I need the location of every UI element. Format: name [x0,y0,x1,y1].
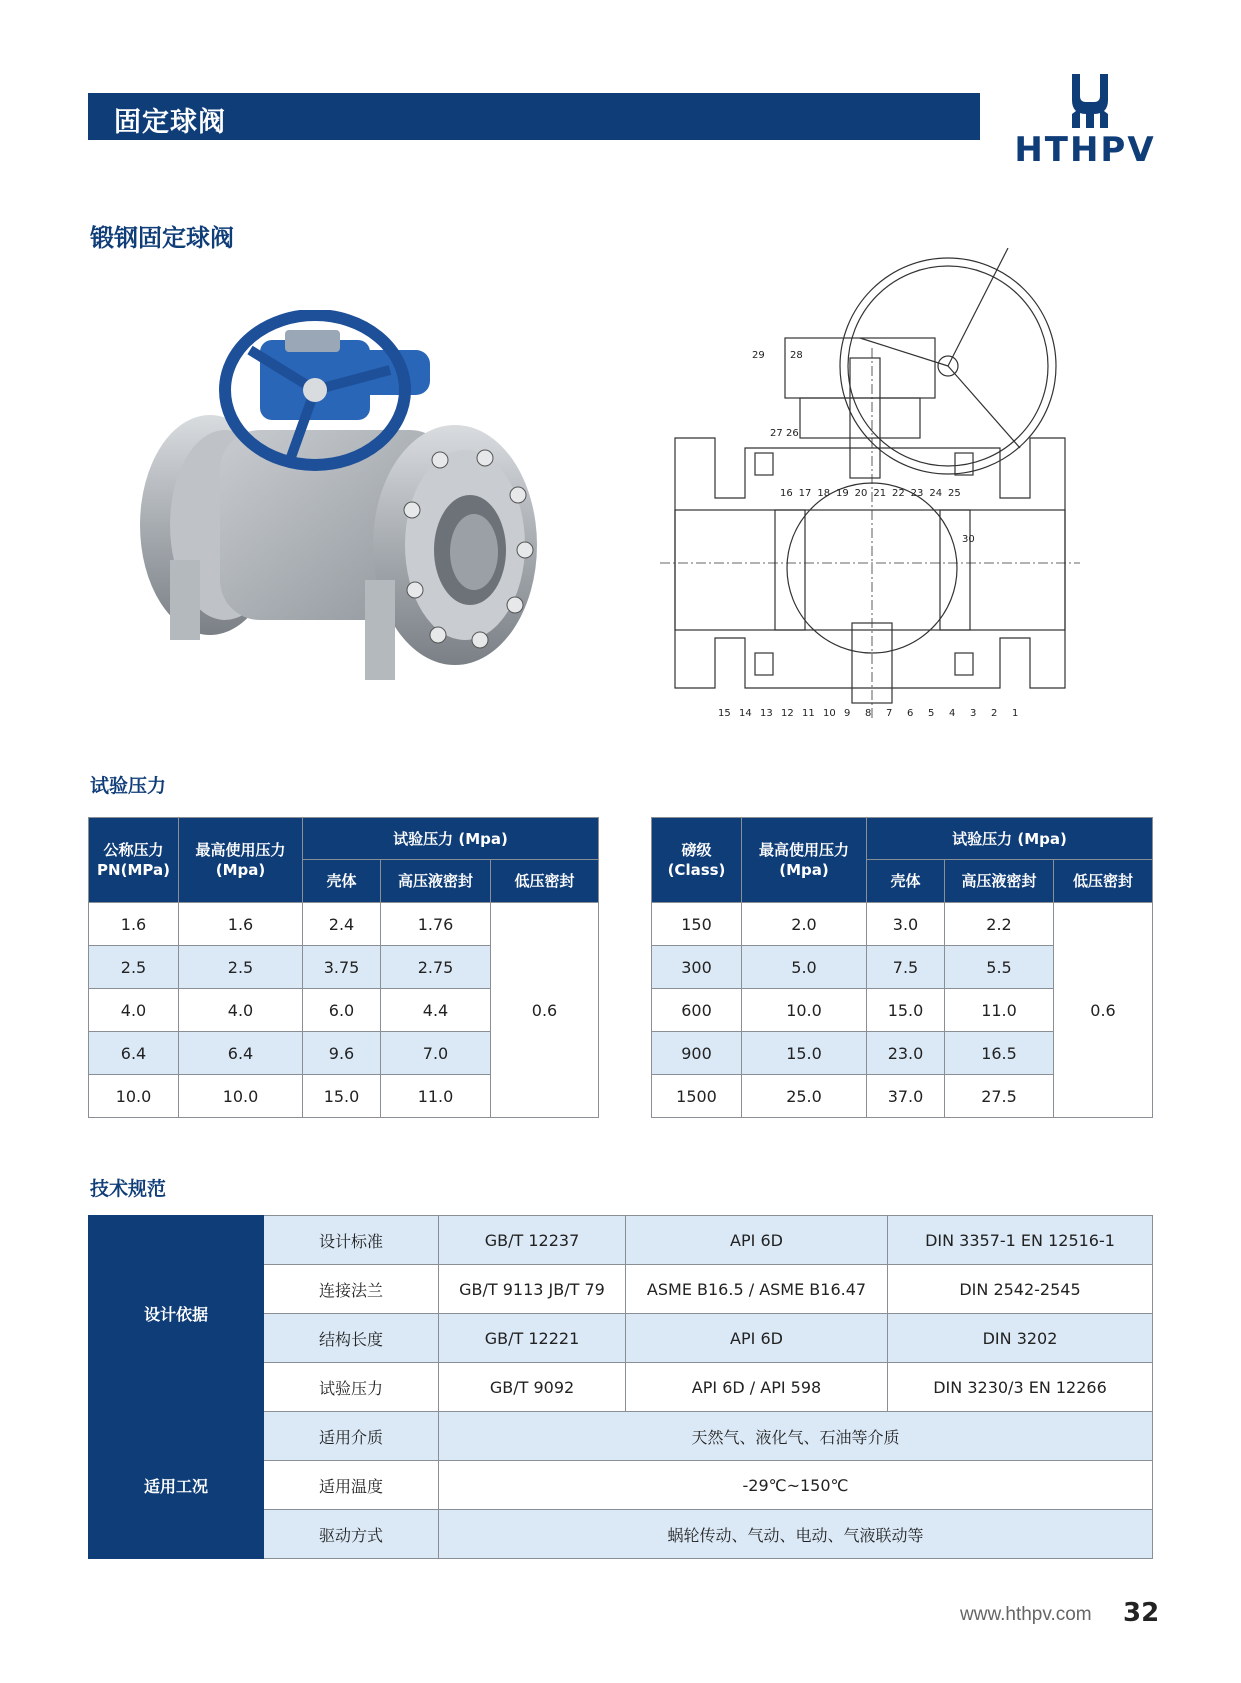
table-cell: 5.0 [742,946,867,989]
spec-din: DIN 3202 [888,1314,1153,1363]
low-seal-value: 0.6 [491,903,599,1118]
table-cell: 10.0 [179,1075,303,1118]
spec-label: 连接法兰 [264,1265,439,1314]
callout-5: 5 [928,708,935,719]
test-pressure-table-class [651,817,1153,1118]
spec-value: -29℃~150℃ [439,1461,1153,1510]
table-cell: 23.0 [867,1032,945,1075]
table-cell: 11.0 [381,1075,491,1118]
table-cell: 16.5 [945,1032,1054,1075]
table-cell: 2.2 [945,903,1054,946]
callout-21: 21 [873,488,887,499]
table-cell: 1500 [652,1075,742,1118]
header-max-working-pressure: 最高使用压力 (Mpa) [742,818,867,903]
page-title: 固定球阀 [114,107,226,138]
callout-7: 7 [886,708,893,719]
table-cell: 3.75 [303,946,381,989]
table-cell: 9.6 [303,1032,381,1075]
table-cell: 600 [652,989,742,1032]
spec-label: 试验压力 [264,1363,439,1412]
valve-photo [140,310,560,710]
table-cell: 2.5 [179,946,303,989]
table-cell: 6.4 [89,1032,179,1075]
table-cell: 150 [652,903,742,946]
table-cell: 11.0 [945,989,1054,1032]
section-drawing [660,248,1080,728]
test-pressure-title: 试验压力 [90,775,167,797]
table-cell: 37.0 [867,1075,945,1118]
header-nominal-pressure: 公称压力 PN(MPa) [89,818,179,903]
footer-url[interactable]: www.hthpv.com [960,1604,1092,1625]
callout-22: 22 [892,488,905,499]
header-class: 磅级 (Class) [652,818,742,903]
callout-16: 16 [780,488,793,499]
table-cell: 2.5 [89,946,179,989]
table-cell: 3.0 [867,903,945,946]
table-cell: 10.0 [89,1075,179,1118]
spec-label: 结构长度 [264,1314,439,1363]
header-high-seal: 高压液密封 [945,860,1054,903]
spec-label: 适用温度 [264,1461,439,1510]
callout-26: 26 [786,428,799,439]
table-cell: 4.4 [381,989,491,1032]
spec-label: 适用介质 [264,1412,439,1461]
test-pressure-table-pn [88,817,599,1118]
callout-18: 18 [817,488,831,499]
header-low-seal: 低压密封 [1054,860,1153,903]
header-max-working-pressure: 最高使用压力 (Mpa) [179,818,303,903]
table-cell: 300 [652,946,742,989]
table-cell: 15.0 [303,1075,381,1118]
table-cell: 25.0 [742,1075,867,1118]
callout-29: 29 [752,350,765,361]
table-cell: 4.0 [89,989,179,1032]
table-cell: 1.6 [89,903,179,946]
spec-label: 设计标准 [264,1216,439,1265]
table-cell: 5.5 [945,946,1054,989]
page-header-bar [88,93,980,140]
header-low-seal: 低压密封 [491,860,599,903]
table-cell: 7.5 [867,946,945,989]
spec-gb: GB/T 9092 [439,1363,626,1412]
callout-19: 19 [836,488,849,499]
spec-gb: GB/T 12237 [439,1216,626,1265]
table-cell: 6.4 [179,1032,303,1075]
spec-gb: GB/T 9113 JB/T 79 [439,1265,626,1314]
callout-25: 25 [948,488,961,499]
callout-24: 24 [929,488,943,499]
header-test-pressure: 试验压力 (Mpa) [303,818,599,860]
spec-value: 天然气、液化气、石油等介质 [439,1412,1153,1461]
spec-api: API 6D / API 598 [626,1363,888,1412]
callout-10: 10 [823,708,836,719]
spec-gb: GB/T 12221 [439,1314,626,1363]
callout-30: 30 [962,534,975,545]
callout-11: 11 [802,708,815,719]
callout-27: 27 [770,428,783,439]
table-cell: 10.0 [742,989,867,1032]
callout-15: 15 [718,708,731,719]
logo-text: HTHPV [1014,130,1156,170]
spec-api: API 6D [626,1314,888,1363]
group-working-conditions: 适用工况 [89,1412,264,1559]
group-design-basis: 设计依据 [89,1216,264,1412]
callout-28: 28 [790,350,803,361]
table-cell: 1.6 [179,903,303,946]
tech-spec-title: 技术规范 [90,1178,167,1200]
callout-12: 12 [781,708,794,719]
tech-spec-table [88,1215,1153,1559]
spec-din: DIN 3357-1 EN 12516-1 [888,1216,1153,1265]
header-shell: 壳体 [867,860,945,903]
logo-mark-icon [1010,70,1170,132]
callout-4: 4 [949,708,956,719]
product-title: 锻钢固定球阀 [90,224,234,252]
callout-3: 3 [970,708,977,719]
callout-6: 6 [907,708,914,719]
spec-api: API 6D [626,1216,888,1265]
table-cell: 27.5 [945,1075,1054,1118]
table-cell: 2.0 [742,903,867,946]
spec-value: 蜗轮传动、气动、电动、气液联动等 [439,1510,1153,1559]
callout-1: 1 [1012,708,1019,719]
table-cell: 15.0 [742,1032,867,1075]
spec-din: DIN 2542-2545 [888,1265,1153,1314]
table-cell: 15.0 [867,989,945,1032]
callout-9: 9 [844,708,851,719]
page-number: 32 [1123,1598,1160,1628]
callout-17: 17 [798,488,812,499]
callout-20: 20 [854,488,868,499]
table-cell: 2.4 [303,903,381,946]
table-cell: 2.75 [381,946,491,989]
spec-label: 驱动方式 [264,1510,439,1559]
low-seal-value: 0.6 [1054,903,1153,1118]
callout-23: 23 [910,488,924,499]
table-cell: 6.0 [303,989,381,1032]
table-cell: 900 [652,1032,742,1075]
callout-2: 2 [991,708,998,719]
callout-13: 13 [760,708,773,719]
table-cell: 7.0 [381,1032,491,1075]
spec-din: DIN 3230/3 EN 12266 [888,1363,1153,1412]
spec-api: ASME B16.5 / ASME B16.47 [626,1265,888,1314]
callout-8: 8 [865,708,872,719]
company-logo [1010,70,1170,170]
table-cell: 4.0 [179,989,303,1032]
header-shell: 壳体 [303,860,381,903]
callout-14: 14 [739,708,752,719]
table-cell: 1.76 [381,903,491,946]
header-high-seal: 高压液密封 [381,860,491,903]
header-test-pressure: 试验压力 (Mpa) [867,818,1153,860]
